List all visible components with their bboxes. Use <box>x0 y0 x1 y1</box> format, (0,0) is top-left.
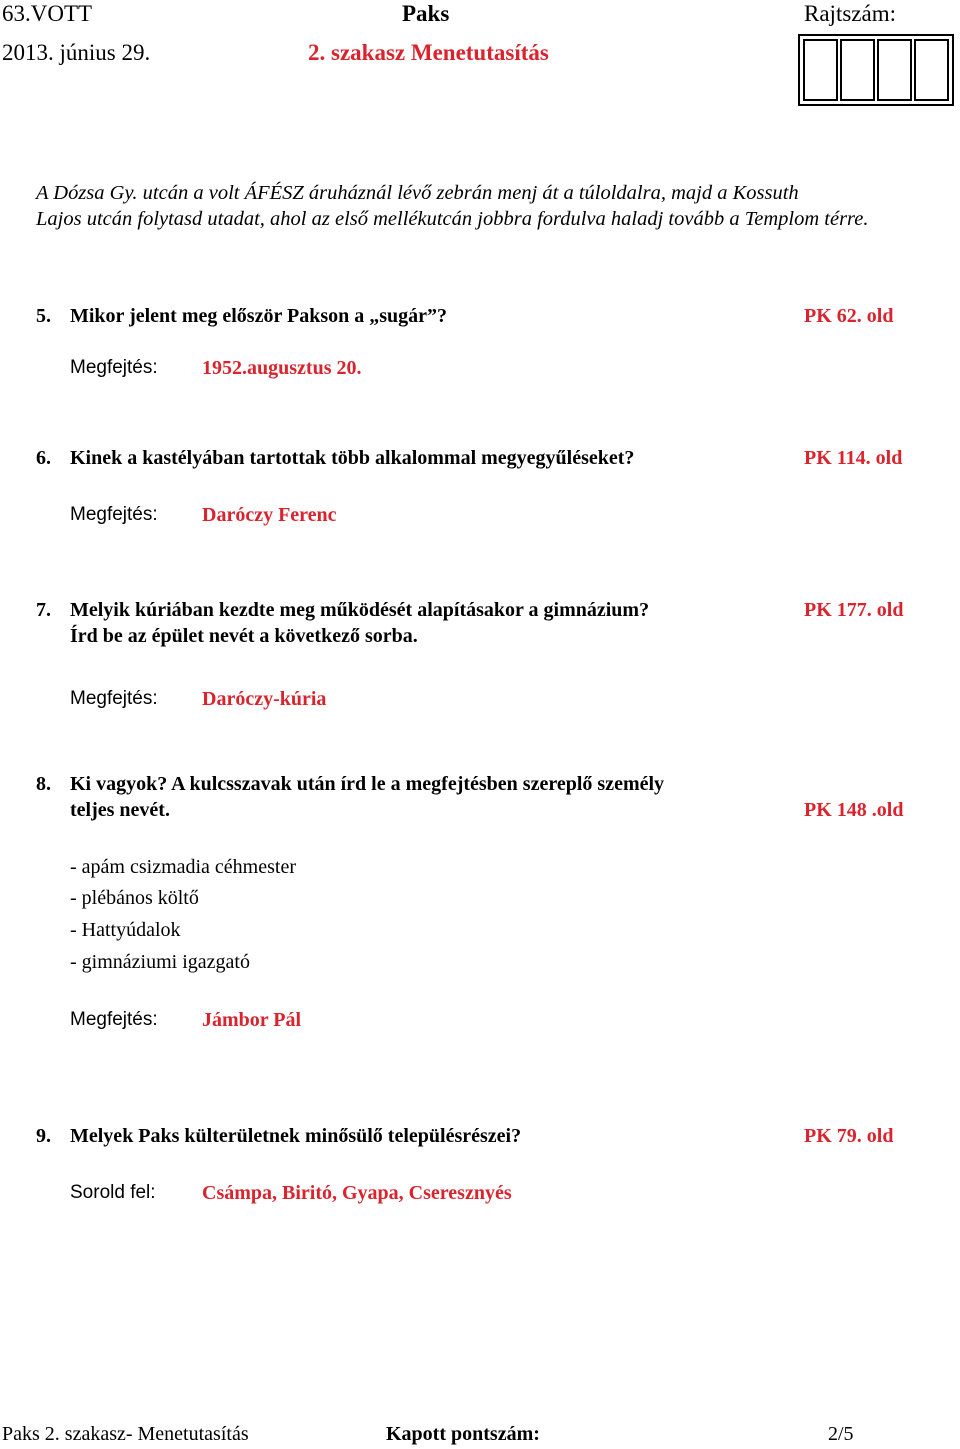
location-title: Paks <box>402 1 450 26</box>
question-text: Melyek Paks külterületnek minősülő településrészei? <box>70 1125 522 1147</box>
digit-box[interactable] <box>914 39 949 101</box>
digit-box[interactable] <box>803 39 838 101</box>
question-number: 5. <box>36 305 51 327</box>
question-number: 8. <box>36 773 51 795</box>
page-number: 2/5 <box>828 1423 854 1445</box>
question-text-line-2: Írd be az épület nevét a következő sorba. <box>70 625 418 647</box>
score-label: Kapott pontszám: <box>386 1423 540 1445</box>
question-text: Kinek a kastélyában tartottak több alkalommal megyegyűléseket? <box>70 447 635 469</box>
keyword: - gimnáziumi igazgató <box>70 951 250 973</box>
page-reference: PK 62. old <box>804 305 894 327</box>
page-reference: PK 148 .old <box>804 799 904 821</box>
answer-label: Megfejtés: <box>70 1009 158 1030</box>
event-title: 63.VOTT <box>2 1 93 26</box>
intro-line-1: A Dózsa Gy. utcán a volt ÁFÉSZ áruháznál lévő zebrán menj át a túloldalra, majd a Kossuth <box>36 182 799 204</box>
digit-box[interactable] <box>877 39 912 101</box>
keyword: - apám csizmadia céhmester <box>70 856 296 878</box>
stage-title: 2. szakasz Menetutasítás <box>308 40 549 65</box>
answer-value: Daróczy Ferenc <box>202 504 337 526</box>
answer-label: Megfejtés: <box>70 357 158 378</box>
keyword: - plébános költő <box>70 887 199 909</box>
question-number: 7. <box>36 599 51 621</box>
question-number: 9. <box>36 1125 51 1147</box>
event-date: 2013. június 29. <box>2 40 151 65</box>
intro-line-2: Lajos utcán folytasd utadat, ahol az első mellékutcán jobbra fordulva haladj tovább a Templom térre. <box>36 208 869 230</box>
start-number-boxes[interactable] <box>798 34 954 106</box>
question-text-line-2: teljes nevét. <box>70 799 170 821</box>
question-number: 6. <box>36 447 51 469</box>
question-text: Mikor jelent meg először Pakson a „sugár”? <box>70 305 448 327</box>
page-reference: PK 79. old <box>804 1125 894 1147</box>
page-reference: PK 114. old <box>804 447 903 469</box>
answer-value: Csámpa, Biritó, Gyapa, Cseresznyés <box>202 1182 512 1204</box>
page-reference: PK 177. old <box>804 599 904 621</box>
answer-value: Jámbor Pál <box>202 1009 302 1031</box>
start-number-label: Rajtszám: <box>804 1 896 26</box>
answer-value: Daróczy-kúria <box>202 688 327 710</box>
answer-label: Sorold fel: <box>70 1182 156 1203</box>
digit-box[interactable] <box>840 39 875 101</box>
footer-title: Paks 2. szakasz- Menetutasítás <box>2 1423 249 1445</box>
answer-label: Megfejtés: <box>70 688 158 709</box>
keyword: - Hattyúdalok <box>70 919 181 941</box>
question-text: Melyik kúriában kezdte meg működését alapításakor a gimnázium? <box>70 599 650 621</box>
answer-label: Megfejtés: <box>70 504 158 525</box>
question-text: Ki vagyok? A kulcsszavak után írd le a megfejtésben szereplő személy <box>70 773 665 795</box>
answer-value: 1952.augusztus 20. <box>202 357 362 379</box>
